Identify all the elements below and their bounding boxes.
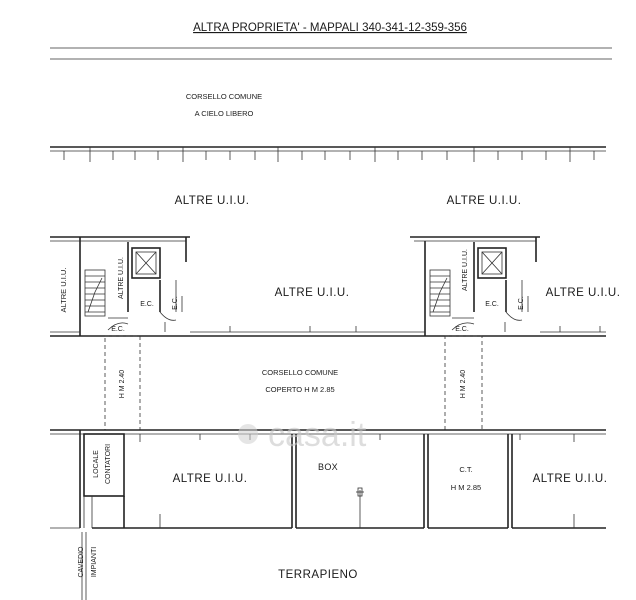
stair-lift-block-right bbox=[410, 237, 540, 336]
corsello-open-label-2: A CIELO LIBERO bbox=[194, 109, 254, 118]
watermark bbox=[238, 416, 367, 454]
ec-label-left-3: E.C. bbox=[111, 326, 125, 333]
height-label-left: H M 2.40 bbox=[119, 369, 126, 399]
covered-passage-upper-wall bbox=[50, 322, 606, 336]
ec-label-right-3: E.C. bbox=[455, 326, 469, 333]
corsello-open-label-1: CORSELLO COMUNE bbox=[185, 92, 263, 101]
altre-uiu-mid-center: ALTRE U.I.U. bbox=[274, 287, 350, 299]
corsello-covered-label-1: CORSELLO COMUNE bbox=[261, 368, 339, 377]
altre-uiu-stair-right: ALTRE U.I.U. bbox=[462, 249, 469, 291]
altre-uiu-top-right: ALTRE U.I.U. bbox=[446, 195, 522, 207]
ct-height-label: H M 2.85 bbox=[450, 483, 482, 492]
corsello-covered-label-2: COPERTO H M 2.85 bbox=[265, 385, 335, 394]
ec-label-right-2: E.C. bbox=[518, 296, 525, 310]
altre-uiu-stair-left: ALTRE U.I.U. bbox=[118, 257, 125, 299]
impianti-label: IMPIANTI bbox=[91, 546, 98, 578]
height-label-right: H M 2.40 bbox=[460, 369, 467, 399]
locale-label: LOCALE bbox=[93, 450, 100, 478]
altre-uiu-top-left: ALTRE U.I.U. bbox=[174, 195, 250, 207]
altre-uiu-left-vertical: ALTRE U.I.U. bbox=[59, 267, 68, 313]
terrapieno-label: TERRAPIENO bbox=[278, 569, 358, 581]
altre-uiu-bottom-left: ALTRE U.I.U. bbox=[172, 473, 248, 485]
cavedio-label: CAVEDIO bbox=[78, 546, 85, 578]
ec-label-right-1: E.C. bbox=[485, 301, 499, 308]
altre-uiu-bottom-right: ALTRE U.I.U. bbox=[532, 473, 608, 485]
watermark-text: casa.it bbox=[268, 416, 367, 454]
altre-uiu-mid-right: ALTRE U.I.U. bbox=[545, 287, 621, 299]
ct-label: C.T. bbox=[459, 465, 473, 474]
box-label: BOX bbox=[318, 462, 338, 472]
ec-label-left-1: E.C. bbox=[140, 301, 154, 308]
upper-building-line bbox=[50, 147, 606, 162]
ec-label-left-2: E.C. bbox=[172, 296, 179, 310]
contatori-label: CONTATORI bbox=[105, 443, 112, 485]
plan-title: ALTRA PROPRIETA' - MAPPALI 340-341-12-359-356 bbox=[193, 22, 467, 34]
